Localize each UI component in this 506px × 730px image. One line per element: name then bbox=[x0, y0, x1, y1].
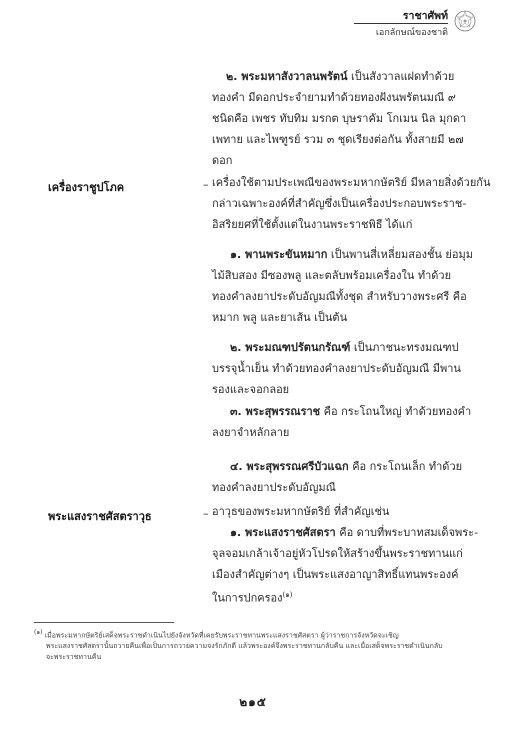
list-item bbox=[212, 401, 492, 443]
footnote-line: เมื่อพระมหากษัตริย์เสด็จพระราชดำเนินไปยังจังหวัดที่เคยรับพระราชทานพระแสงราชศัสตรา ผู้ว่าราชการจังหวัดจะเชิญ bbox=[44, 631, 399, 640]
item2-line: ทองคำ มีดอกประจำยามทำด้วยทองฝังนพรัตนมณี ๙ bbox=[212, 91, 456, 104]
header-rule bbox=[354, 23, 448, 24]
list-item bbox=[212, 244, 492, 328]
item-title: ๔. พระสุพรรณศรีบัวแฉก bbox=[230, 460, 349, 473]
item-text: ไม้สิบสอง มีซองพลู และตลับพร้อมเครื่องใน ทำด้วย bbox=[212, 269, 452, 282]
intro-line: เครื่องใช้ตามประเพณีของพระมหากษัตริย์ มีหลายสิ่งด้วยกัน bbox=[212, 176, 491, 189]
item-text: เป็นภาชนะทรงมณฑป bbox=[353, 341, 459, 354]
page-number: ๒๑๕ bbox=[239, 695, 267, 709]
item-text: คือ กระโถนเล็ก ทำด้วย bbox=[352, 460, 463, 473]
section2-intro bbox=[212, 172, 492, 235]
item-text: เป็นพานสี่เหลี่ยมสองชั้น ย่อมุม bbox=[330, 248, 473, 261]
item-text: ลงยาจำหลักลาย bbox=[212, 426, 290, 439]
item-text: หมาก พลู และยาเส้น เป็นต้น bbox=[212, 311, 348, 324]
footnote-rule bbox=[34, 622, 174, 623]
item-text: จุลจอมเกล้าเจ้าอยู่หัวโปรดให้สร้างขึ้นพระราชทานแก่ bbox=[212, 547, 463, 560]
intro-line: กล่าวเฉพาะองค์ที่สำคัญซึ่งเป็นเครื่องประกอบพระราช- bbox=[212, 197, 467, 210]
footnote-line: พระแสงราชศัสตรานั้นถวายคืนเพื่อเป็นการถวายความจงรักภักดี แล้วพระองค์จึงพระราชทานกลับคืน และเมื่อเสด็จพระราชดำเนินกลับ bbox=[46, 642, 443, 651]
item-text: บรรจุน้ำเย็น ทำด้วยทองคำลงยาประดับอัญมณี มีพาน bbox=[212, 362, 461, 375]
section3-intro: อาวุธของพระมหากษัตริย์ ที่สำคัญเช่น bbox=[212, 505, 390, 518]
item-title: ๒. พระมณฑปรัตนกรัณฑ์ bbox=[230, 341, 351, 354]
item2-line: เพทาย และไพฑูรย์ รวม ๓ ชุดเรียงต่อกัน ทั้งสายมี ๒๗ bbox=[212, 133, 464, 146]
intro-line: อิสริยยศที่ใช้ตั้งแต่ในงานพระราชพิธี ได้แก่ bbox=[212, 218, 413, 231]
section3-body bbox=[212, 501, 492, 609]
term-dash: – bbox=[203, 507, 209, 520]
list-item bbox=[212, 337, 492, 400]
footnote bbox=[34, 627, 474, 663]
item-text: ทองคำลงยาประดับอัญมณี bbox=[212, 481, 336, 494]
item-text: คือ ดาบที่พระบาทสมเด็จพระ- bbox=[339, 526, 479, 539]
item-title: ๑. พระแสงราชศัสตรา bbox=[230, 526, 336, 539]
item-title: ๓. พระสุพรรณราช bbox=[230, 405, 321, 418]
item2-line: ชนิดคือ เพชร ทับทิม มรกต บุษราคัม โกเมน นิล มุกดา bbox=[212, 112, 467, 125]
footnote-line: จะพระราชทานคืน bbox=[46, 653, 102, 662]
header-subtitle: เอกลักษณ์ของชาติ bbox=[375, 28, 448, 38]
footnote-ref: (๑) bbox=[282, 591, 293, 599]
item2-title: ๒. พระมหาสังวาลนพรัตน์ bbox=[226, 70, 348, 83]
item-title: ๑. พานพระขันหมาก bbox=[230, 248, 328, 261]
header-title: ราชาศัพท์ bbox=[402, 10, 448, 22]
item-text: คือ กระโถนใหญ่ ทำด้วยทองคำ bbox=[323, 405, 472, 418]
item-text: รองและจอกลอย bbox=[212, 383, 290, 396]
list-item bbox=[212, 456, 492, 498]
emblem-icon bbox=[452, 8, 478, 34]
footnote-mark: (๑) bbox=[34, 629, 43, 636]
item-text: เมืองสำคัญต่างๆ เป็นพระแสงอาญาสิทธิ์แทนพระองค์ bbox=[212, 568, 459, 581]
paragraph-item2 bbox=[212, 66, 490, 171]
term-heading: พระแสงราชศัสตราวุธ bbox=[48, 510, 152, 523]
running-header bbox=[322, 6, 482, 42]
item-text: ทองคำลงยาประดับอัญมณีทั้งชุด สำหรับวางพระศรี คือ bbox=[212, 290, 467, 303]
item2-line: ดอก bbox=[212, 154, 233, 167]
item2-line: เป็นสังวาลแฝดทำด้วย bbox=[351, 70, 455, 83]
term-heading: เครื่องราชูปโภค bbox=[48, 181, 125, 194]
item-text: ในการปกครอง bbox=[212, 591, 283, 605]
term-dash: – bbox=[203, 178, 209, 191]
